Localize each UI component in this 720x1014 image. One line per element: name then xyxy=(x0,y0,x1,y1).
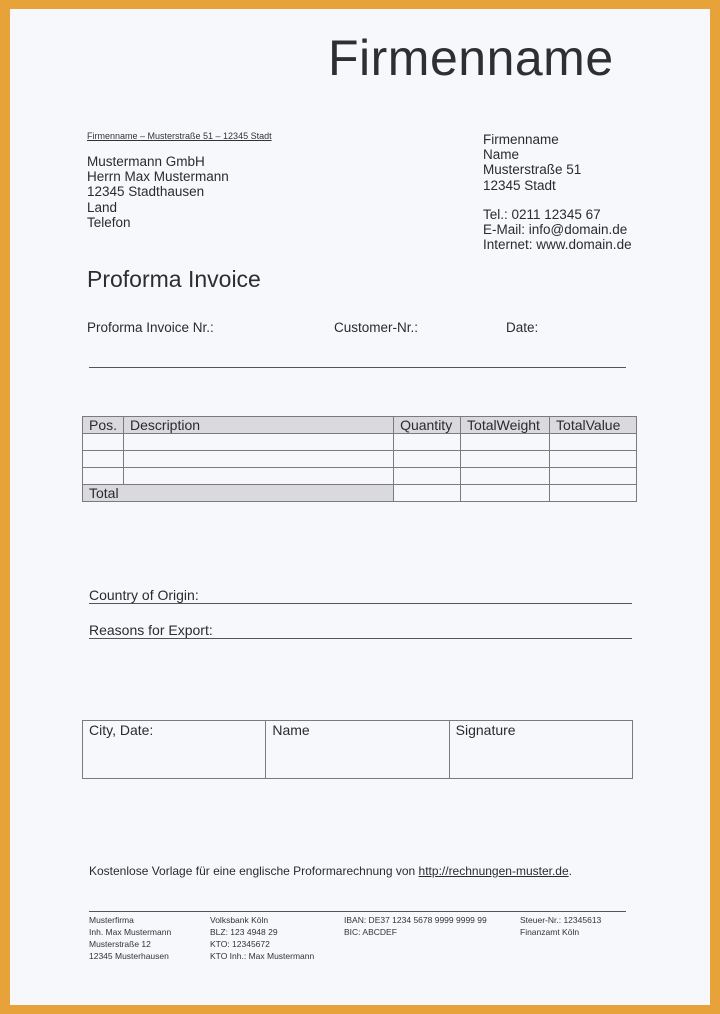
table-cell[interactable] xyxy=(124,451,394,468)
sender-line: Firmenname – Musterstraße 51 – 12345 Stadt xyxy=(87,131,272,141)
recipient-line: 12345 Stadthausen xyxy=(87,184,205,200)
recipient-line: Land xyxy=(87,199,118,215)
table-cell[interactable] xyxy=(550,468,637,485)
footer-line: Inh. Max Mustermann xyxy=(89,927,172,937)
footer-line: 12345 Musterhausen xyxy=(89,951,169,961)
signature-table xyxy=(82,720,633,779)
reasons-for-export-label: Reasons for Export: xyxy=(89,622,213,638)
footer-line: Volksbank Köln xyxy=(210,915,269,925)
footer-line: BIC: ABCDEF xyxy=(344,927,397,937)
company-line: Name xyxy=(483,147,520,163)
col-header-total-value: TotalValue xyxy=(550,417,637,434)
footer-line: KTO Inh.: Max Mustermann xyxy=(210,951,315,961)
table-row xyxy=(83,434,637,451)
total-value-cell[interactable] xyxy=(550,485,637,502)
footer-line: Finanzamt Köln xyxy=(520,927,580,937)
footer-line: Steuer-Nr.: 12345613 xyxy=(520,915,602,925)
recipient-line: Herrn Max Mustermann xyxy=(87,169,229,185)
document-title: Proforma Invoice xyxy=(87,266,261,292)
contact-website: Internet: www.domain.de xyxy=(483,237,632,253)
city-date-label: City, Date: xyxy=(89,722,154,738)
col-header-total-weight: TotalWeight xyxy=(461,417,550,434)
total-row xyxy=(83,485,637,502)
template-source-link[interactable]: http://rechnungen-muster.de xyxy=(418,864,569,878)
country-of-origin-label: Country of Origin: xyxy=(89,587,199,603)
col-header-quantity: Quantity xyxy=(394,417,461,434)
name-cell[interactable] xyxy=(266,721,449,779)
company-line: Firmenname xyxy=(483,132,559,147)
contact-phone: Tel.: 0211 12345 67 xyxy=(483,207,601,222)
table-cell[interactable] xyxy=(461,468,550,485)
footer-line: Musterstraße 12 xyxy=(89,939,151,949)
recipient-address xyxy=(87,154,229,230)
invoice-page xyxy=(10,9,710,1005)
col-header-pos: Pos. xyxy=(83,417,124,434)
table-cell[interactable] xyxy=(550,434,637,451)
footer-line: IBAN: DE37 1234 5678 9999 9999 99 xyxy=(344,915,487,925)
footer-iban xyxy=(344,914,487,938)
table-cell[interactable] xyxy=(461,434,550,451)
company-address xyxy=(483,132,581,193)
company-line: Musterstraße 51 xyxy=(483,162,582,178)
recipient-line: Telefon xyxy=(87,214,131,230)
invoice-number-label: Proforma Invoice Nr.: xyxy=(87,320,214,335)
table-cell[interactable] xyxy=(394,451,461,468)
footer-line: KTO: 12345672 xyxy=(210,939,270,949)
table-cell[interactable] xyxy=(83,434,124,451)
note-text: Kostenlose Vorlage für eine englische Proformarechnung von xyxy=(89,864,419,878)
footer-divider xyxy=(89,911,626,912)
items-table xyxy=(82,416,637,502)
col-header-description: Description xyxy=(124,417,394,434)
footer-line: BLZ: 123 4948 29 xyxy=(210,927,278,937)
company-line: 12345 Stadt xyxy=(483,177,556,193)
footer-bank xyxy=(210,914,314,962)
date-label: Date: xyxy=(506,320,539,335)
signature-label: Signature xyxy=(455,722,516,738)
table-cell[interactable] xyxy=(124,468,394,485)
signature-cell[interactable] xyxy=(449,721,632,779)
table-cell[interactable] xyxy=(550,451,637,468)
company-contact xyxy=(483,207,632,253)
table-cell[interactable] xyxy=(124,434,394,451)
reasons-for-export-line[interactable] xyxy=(89,638,632,639)
footer-line: Musterfirma xyxy=(89,915,134,925)
customer-number-label: Customer-Nr.: xyxy=(334,320,419,335)
table-row xyxy=(83,451,637,468)
table-row xyxy=(83,468,637,485)
name-label: Name xyxy=(272,722,310,738)
table-cell[interactable] xyxy=(394,434,461,451)
table-cell[interactable] xyxy=(83,468,124,485)
note-end: . xyxy=(568,864,572,878)
footer-company xyxy=(89,914,171,962)
footer-tax xyxy=(520,914,601,938)
contact-email: E-Mail: info@domain.de xyxy=(483,222,628,238)
firm-name-heading: Firmenname xyxy=(328,30,614,86)
city-date-cell[interactable] xyxy=(83,721,266,779)
total-quantity-cell[interactable] xyxy=(394,485,461,502)
items-header-row xyxy=(83,417,637,434)
template-note xyxy=(89,864,572,878)
total-label: Total xyxy=(83,485,394,502)
meta-divider xyxy=(89,367,626,368)
table-cell[interactable] xyxy=(83,451,124,468)
country-of-origin-line[interactable] xyxy=(89,603,632,604)
table-cell[interactable] xyxy=(394,468,461,485)
table-cell[interactable] xyxy=(461,451,550,468)
total-weight-cell[interactable] xyxy=(461,485,550,502)
recipient-line: Mustermann GmbH xyxy=(87,154,205,169)
